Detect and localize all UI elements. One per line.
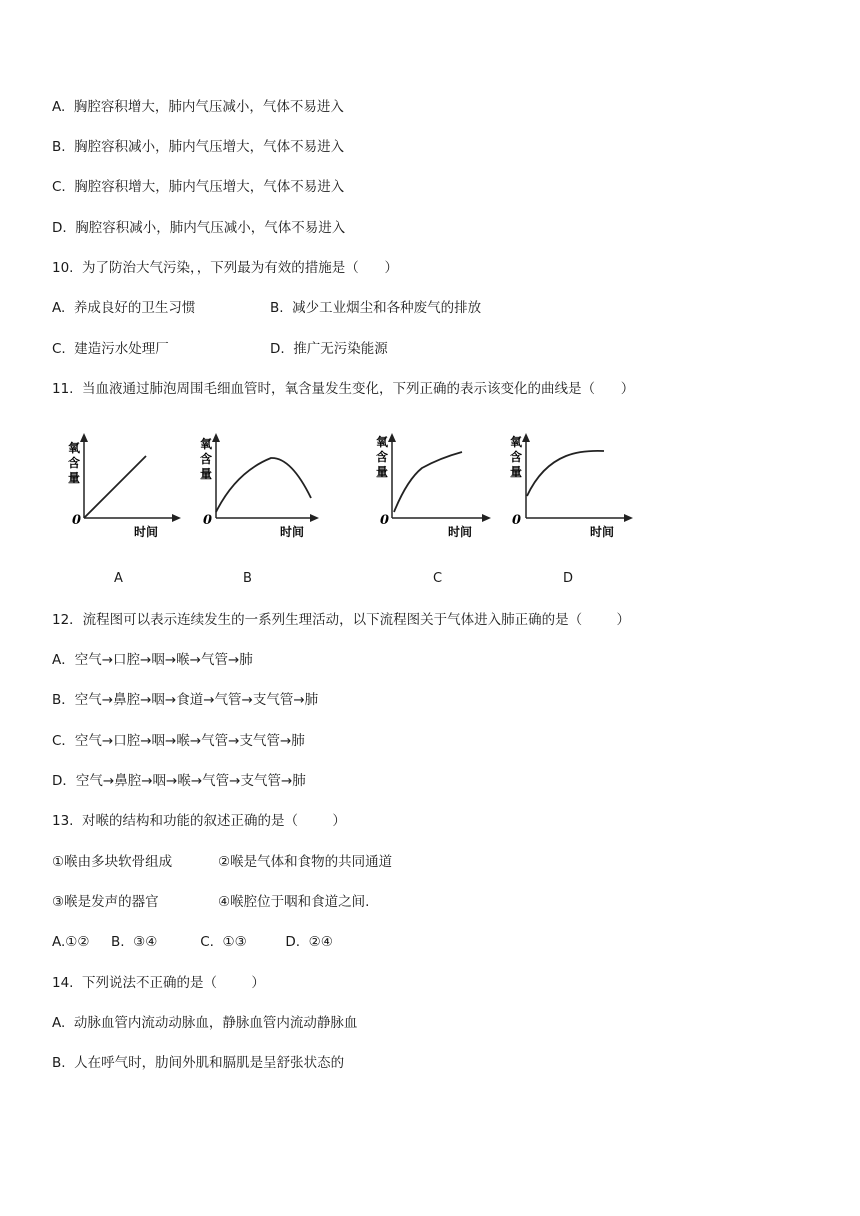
q10-stem: 10. 为了防治大气污染，，下列最为有效的措施是（ ） <box>52 260 399 276</box>
q12-option-d: D．空气→鼻腔→咽→喉→气管→支气管→肺 <box>52 773 306 789</box>
graph-d-curve <box>527 451 604 496</box>
q9-option-d: D. 胸腔容积减小，肺内气压减小，气体不易进入 <box>52 220 346 236</box>
graph-d-xlabel: 时间 <box>590 525 615 539</box>
q14-stem: 14. 下列说法不正确的是（ ） <box>52 975 265 991</box>
graph-a-ylabel-1: 氧 <box>68 441 81 455</box>
q12-option-a: A．空气→口腔→咽→喉→气管→肺 <box>52 652 253 668</box>
q14-option-a: A. 动脉血管内流动动脉血，静脉血管内流动静脉血 <box>52 1015 358 1031</box>
graph-c-origin: 0 <box>380 513 390 528</box>
graph-b-curve <box>216 458 311 512</box>
graph-d-origin: 0 <box>512 513 522 528</box>
q9-option-b: B. 胸腔容积减小，肺内气压增大，气体不易进入 <box>52 139 345 155</box>
q9-option-a: A. 胸腔容积增大，肺内气压减小，气体不易进入 <box>52 99 344 115</box>
graph-c-ylabel-3: 量 <box>376 465 389 479</box>
q10-option-b: B. 减少工业烟尘和各种废气的排放 <box>270 300 482 316</box>
graph-c-curve <box>394 452 462 512</box>
graph-a <box>64 432 184 542</box>
graph-a-label: A <box>114 571 123 586</box>
graph-c-xlabel: 时间 <box>448 525 473 539</box>
graph-c <box>372 432 494 542</box>
graph-b-ylabel-3: 量 <box>200 467 213 481</box>
q12-option-c: C．空气→口腔→咽→喉→气管→支气管→肺 <box>52 733 305 749</box>
graph-a-ylabel-2: 含 <box>68 456 81 470</box>
graph-b-label: B <box>243 571 252 586</box>
q14-option-b: B. 人在呼气时，肋间外肌和膈肌是呈舒张状态的 <box>52 1055 345 1071</box>
q13-stem: 13. 对喉的结构和功能的叙述正确的是（ ） <box>52 813 346 829</box>
graph-d-ylabel-1: 氧 <box>510 435 523 449</box>
q12-stem: 12．流程图可以表示连续发生的一系列生理活动，以下流程图关于气体进入肺正确的是（ ） <box>52 612 631 628</box>
q13-statement-2: ②喉是气体和食物的共同通道 <box>218 854 393 870</box>
graph-a-curve <box>84 456 146 518</box>
graph-d-ylabel-3: 量 <box>510 465 523 479</box>
graph-b <box>196 432 321 542</box>
graph-c-ylabel-2: 含 <box>376 450 389 464</box>
graph-b-origin: 0 <box>203 513 213 528</box>
graph-a-ylabel-3: 量 <box>68 471 81 485</box>
q12-option-b: B．空气→鼻腔→咽→食道→气管→支气管→肺 <box>52 692 319 708</box>
q10-option-d: D. 推广无污染能源 <box>270 341 388 357</box>
graph-b-ylabel-1: 氧 <box>200 437 213 451</box>
q13-statement-4: ④喉腔位于咽和食道之间. <box>218 894 370 910</box>
graph-b-xlabel: 时间 <box>280 525 305 539</box>
q10-option-c: C. 建造污水处理厂 <box>52 341 169 357</box>
graph-b-ylabel-2: 含 <box>200 452 213 466</box>
graph-d-ylabel-2: 含 <box>510 450 523 464</box>
graph-c-ylabel-1: 氧 <box>376 435 389 449</box>
q13-statement-3: ③喉是发声的器官 <box>52 894 159 910</box>
q11-stem: 11. 当血液通过肺泡周围毛细血管时，氧含量发生变化，下列正确的表示该变化的曲线是（ ） <box>52 381 635 397</box>
q10-option-a: A. 养成良好的卫生习惯 <box>52 300 196 316</box>
graph-a-origin: 0 <box>72 513 82 528</box>
graph-d <box>506 432 636 542</box>
graph-d-label: D <box>563 571 574 586</box>
q13-statement-1: ①喉由多块软骨组成 <box>52 854 173 870</box>
q9-option-c: C. 胸腔容积增大，肺内气压增大，气体不易进入 <box>52 179 345 195</box>
graph-c-label: C <box>433 571 443 586</box>
q13-options: A.①② B. ③④ C. ①③ D. ②④ <box>52 934 333 950</box>
graph-a-xlabel: 时间 <box>134 525 159 539</box>
